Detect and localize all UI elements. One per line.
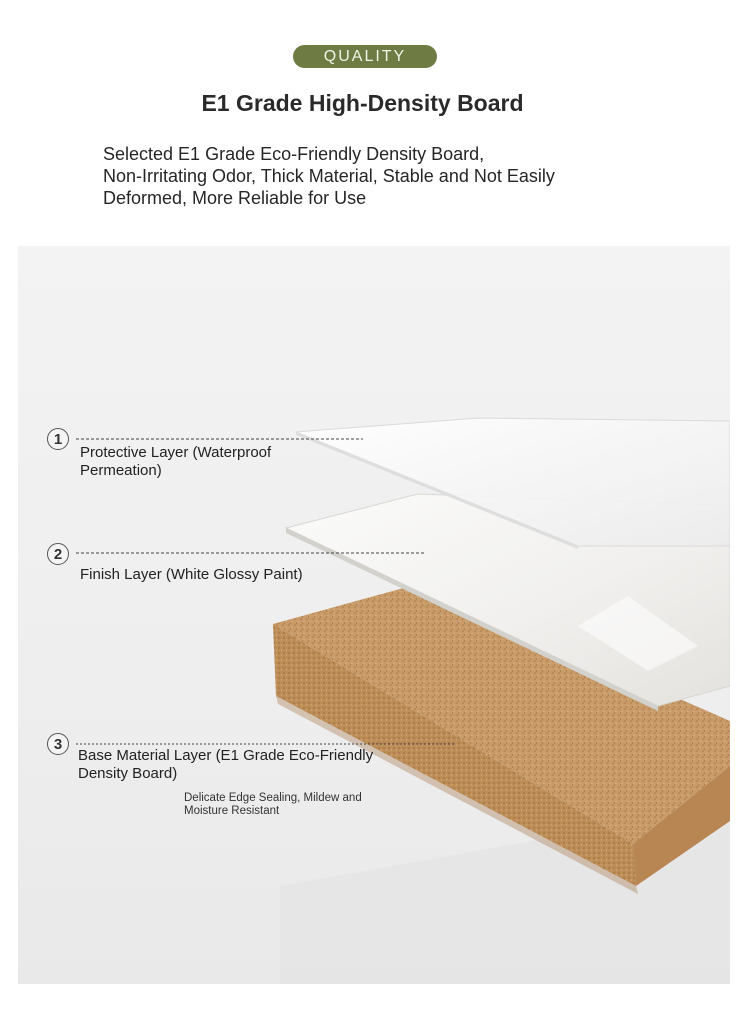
layer-3-label-line-1: Base Material Layer (E1 Grade Eco-Friendly [78,747,374,764]
layer-3-marker: 3 [47,733,69,755]
quality-badge: QUALITY [293,45,437,68]
layer-1-label-line-1: Protective Layer (Waterproof [80,444,272,461]
board-diagram-panel [18,246,730,984]
description-line-2: Non-Irritating Odor, Thick Material, Stable and Not Easily [103,166,555,186]
page-title: E1 Grade High-Density Board [201,90,524,116]
layer-3-label-line-2: Density Board) [78,765,178,782]
layer-2-label-line-1: Finish Layer (White Glossy Paint) [80,566,303,583]
layer-3-label [78,747,373,783]
layer-1-marker: 1 [47,428,69,450]
edge-sealing-note [184,792,362,818]
description-line-1: Selected E1 Grade Eco-Friendly Density Board, [103,144,485,164]
layer-2-label [80,566,303,584]
description [103,143,663,209]
layer-1-label [80,444,271,480]
layer-1-label-line-2: Permeation) [80,462,162,479]
layer-2-marker: 2 [47,543,69,565]
board-illustration [18,246,730,984]
edge-sealing-note-line-2: Moisture Resistant [184,805,280,817]
description-line-3: Deformed, More Reliable for Use [103,188,367,208]
edge-sealing-note-line-1: Delicate Edge Sealing, Mildew and [184,792,362,804]
